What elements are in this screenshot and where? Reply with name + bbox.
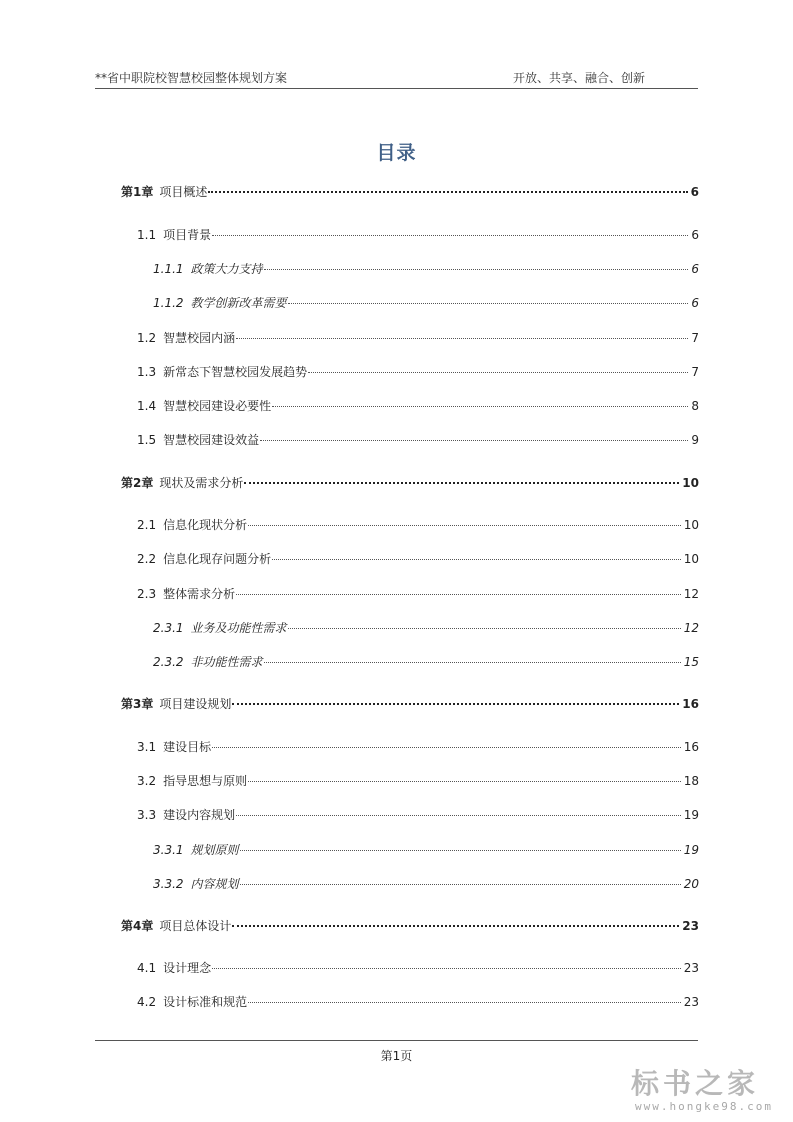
toc-dot-leader	[248, 525, 681, 526]
toc-entry-number: 3.3.2	[153, 877, 184, 891]
toc-entry-page: 10	[683, 552, 699, 566]
toc-entry-page: 8	[691, 399, 699, 413]
toc-dot-leader	[232, 703, 679, 705]
toc-dot-leader	[244, 482, 679, 484]
toc-entry-page: 7	[691, 365, 699, 379]
toc-dot-leader	[232, 925, 679, 927]
toc-entry-number: 2.1	[137, 518, 157, 532]
toc-entry-level-3[interactable]	[153, 619, 699, 635]
toc-entry-level-2[interactable]	[137, 738, 699, 754]
toc-entry-title: 非功能性需求	[190, 655, 263, 669]
toc-entry-title: 规划原则	[190, 843, 239, 857]
toc-entry-level-2[interactable]	[137, 329, 699, 345]
toc-entry-title: 项目概述	[159, 185, 208, 199]
watermark-url: www.hongke98.com	[635, 1100, 773, 1113]
toc-dot-leader	[240, 884, 681, 885]
toc-dot-leader	[236, 594, 681, 595]
toc-dot-leader	[272, 559, 681, 560]
toc-entry-level-2[interactable]	[137, 363, 699, 379]
toc-entry-page: 6	[691, 262, 699, 276]
toc-dot-leader	[288, 303, 689, 304]
page-number: 第1页	[380, 1049, 413, 1063]
toc-dot-leader	[240, 850, 681, 851]
toc-dot-leader	[248, 781, 681, 782]
toc-entry-page: 10	[682, 476, 699, 490]
toc-entry-page: 16	[682, 697, 699, 711]
toc-entry-title: 内容规划	[190, 877, 239, 891]
toc-entry-title: 业务及功能性需求	[190, 621, 287, 635]
toc-entry-level-2[interactable]	[137, 806, 699, 822]
toc-entry-level-3[interactable]	[153, 260, 699, 276]
toc-entry-level-3[interactable]	[153, 841, 699, 857]
toc-entry-level-2[interactable]	[137, 550, 699, 566]
toc-entry-level-2[interactable]	[137, 959, 699, 975]
toc-entry-page: 23	[683, 961, 699, 975]
toc-entry-number: 1.2	[137, 331, 157, 345]
toc-dot-leader	[260, 440, 688, 441]
toc-entry-page: 10	[683, 518, 699, 532]
toc-dot-leader	[308, 372, 688, 373]
toc-entry-page: 19	[683, 843, 699, 857]
toc-entry-level-2[interactable]	[137, 585, 699, 601]
toc-entry-page: 23	[683, 995, 699, 1009]
toc-entry-level-2[interactable]	[137, 397, 699, 413]
toc-entry-number: 1.3	[137, 365, 157, 379]
toc-entry-page: 9	[691, 433, 699, 447]
toc-entry-number: 4.2	[137, 995, 157, 1009]
toc-entry-number: 2.3	[137, 587, 157, 601]
toc-entry-page: 6	[691, 296, 699, 310]
toc-entry-page: 19	[683, 808, 699, 822]
toc-entry-title: 信息化现存问题分析	[163, 552, 272, 566]
page-footer	[95, 1040, 698, 1063]
toc-entry-title: 政策大力支持	[190, 262, 263, 276]
toc-dot-leader	[236, 338, 688, 339]
toc-entry-number: 3.2	[137, 774, 157, 788]
toc-entry-number: 3.3	[137, 808, 157, 822]
toc-entry-level-1[interactable]	[121, 183, 699, 199]
toc-dot-leader	[212, 747, 681, 748]
toc-entry-level-2[interactable]	[137, 993, 699, 1009]
toc-entry-number: 3.1	[137, 740, 157, 754]
toc-entry-level-2[interactable]	[137, 431, 699, 447]
toc-entry-number: 1.1.1	[153, 262, 184, 276]
toc-entry-title: 智慧校园内涵	[163, 331, 236, 345]
toc-entry-title: 教学创新改革需要	[190, 296, 287, 310]
toc-entry-level-1[interactable]	[121, 695, 699, 711]
toc-dot-leader	[288, 628, 681, 629]
toc-title: 目录	[376, 142, 417, 164]
toc-entry-level-2[interactable]	[137, 516, 699, 532]
toc-entry-level-1[interactable]	[121, 917, 699, 933]
toc-entry-level-1[interactable]	[121, 474, 699, 490]
toc-dot-leader	[272, 406, 688, 407]
toc-dot-leader	[264, 662, 681, 663]
toc-entry-number: 第2章	[121, 476, 154, 490]
toc-entry-page: 12	[683, 621, 699, 635]
toc-entry-level-3[interactable]	[153, 294, 699, 310]
toc-entry-title: 项目背景	[163, 228, 212, 242]
toc-entry-page: 23	[682, 919, 699, 933]
watermark-logo: 标书之家	[630, 1067, 759, 1100]
toc-entry-level-2[interactable]	[137, 226, 699, 242]
toc-dot-leader	[236, 815, 681, 816]
toc-dot-leader	[208, 191, 687, 193]
toc-entry-title: 信息化现状分析	[163, 518, 248, 532]
toc-entry-title: 项目总体设计	[159, 919, 232, 933]
toc-entry-title: 现状及需求分析	[159, 476, 244, 490]
toc-entry-number: 4.1	[137, 961, 157, 975]
toc-entry-number: 3.3.1	[153, 843, 184, 857]
header-slogan: 开放、共享、融合、创新	[513, 71, 646, 85]
toc-entry-page: 6	[690, 185, 699, 199]
toc-entry-page: 18	[683, 774, 699, 788]
header-document-title: **省中职院校智慧校园整体规划方案	[95, 71, 288, 85]
toc-entry-page: 20	[683, 877, 699, 891]
toc-entry-number: 第4章	[121, 919, 154, 933]
toc-entry-title: 新常态下智慧校园发展趋势	[163, 365, 308, 379]
toc-entry-page: 12	[683, 587, 699, 601]
toc-entry-number: 第3章	[121, 697, 154, 711]
page-header	[95, 64, 698, 89]
toc-entry-number: 2.3.2	[153, 655, 184, 669]
toc-entry-number: 1.1.2	[153, 296, 184, 310]
toc-entry-title: 建设内容规划	[163, 808, 236, 822]
toc-entry-title: 设计理念	[163, 961, 212, 975]
toc-entry-page: 6	[691, 228, 699, 242]
toc-entry-title: 项目建设规划	[159, 697, 232, 711]
toc-entry-number: 1.1	[137, 228, 157, 242]
toc-entry-number: 2.2	[137, 552, 157, 566]
toc-entry-level-2[interactable]	[137, 772, 699, 788]
toc-dot-leader	[212, 235, 688, 236]
toc-entry-number: 2.3.1	[153, 621, 184, 635]
toc-dot-leader	[212, 968, 681, 969]
toc-entry-title: 智慧校园建设效益	[163, 433, 260, 447]
toc-entry-page: 7	[691, 331, 699, 345]
toc-entry-number: 第1章	[121, 185, 154, 199]
toc-entry-title: 指导思想与原则	[163, 774, 248, 788]
toc-entry-title: 建设目标	[163, 740, 212, 754]
toc-entry-page: 15	[683, 655, 699, 669]
toc-entry-number: 1.5	[137, 433, 157, 447]
toc-dot-leader	[264, 269, 689, 270]
toc-dot-leader	[248, 1002, 681, 1003]
toc-entry-level-3[interactable]	[153, 653, 699, 669]
toc-entry-number: 1.4	[137, 399, 157, 413]
toc-entry-level-3[interactable]	[153, 875, 699, 891]
toc-entry-title: 整体需求分析	[163, 587, 236, 601]
toc-entry-page: 16	[683, 740, 699, 754]
toc-entry-title: 智慧校园建设必要性	[163, 399, 272, 413]
toc-entry-title: 设计标准和规范	[163, 995, 248, 1009]
